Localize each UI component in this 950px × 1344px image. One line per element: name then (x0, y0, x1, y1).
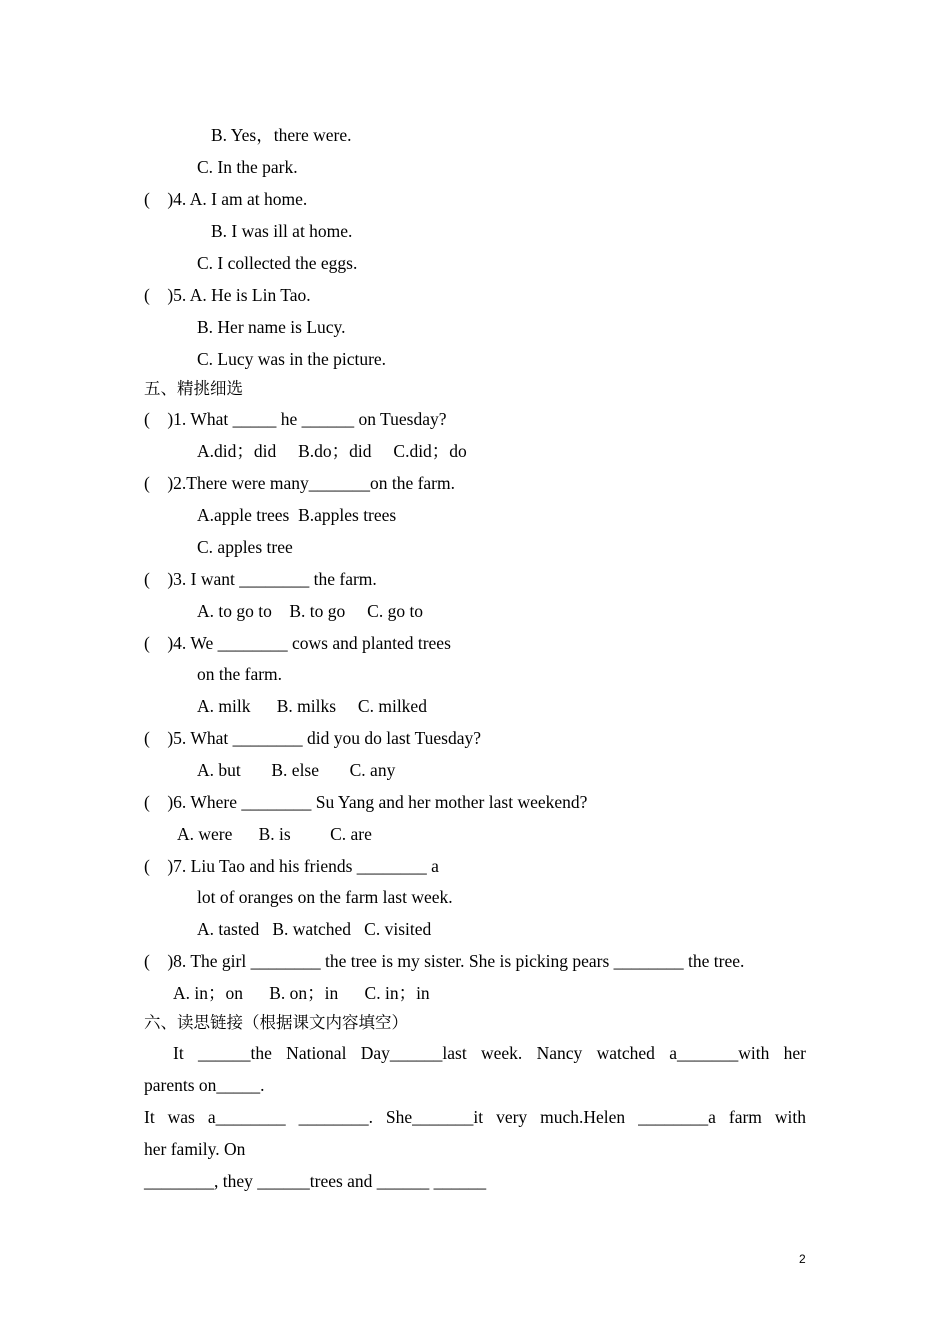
mc-question-1: ( )1. What _____ he ______ on Tuesday? (144, 409, 447, 429)
option-b-q5: B. Her name is Lucy. (197, 317, 346, 337)
mc-question-4: ( )4. We ________ cows and planted trees (144, 633, 451, 653)
question-4-section4: ( )4. A. I am at home. (144, 189, 308, 209)
section-5-heading: 五、精挑细选 (144, 379, 243, 398)
mc-options-2a: A.apple trees B.apples trees (197, 505, 397, 525)
mc-options-4: A. milk B. milks C. milked (197, 696, 427, 716)
mc-question-6: ( )6. Where ________ Su Yang and her mother last weekend? (144, 792, 588, 812)
mc-options-2b: C. apples tree (197, 537, 293, 557)
option-c-q3: C. In the park. (197, 157, 298, 177)
mc-question-7: ( )7. Liu Tao and his friends ________ a (144, 856, 439, 876)
passage-line-4: her family. On (144, 1139, 246, 1159)
passage-line-2: parents on_____. (144, 1075, 265, 1095)
mc-question-7-cont: lot of oranges on the farm last week. (197, 887, 453, 907)
page-number: 2 (799, 1252, 806, 1266)
mc-options-1: A.did；did B.do；did C.did；do (197, 441, 467, 461)
option-c-q4: C. I collected the eggs. (197, 253, 358, 273)
option-c-q5: C. Lucy was in the picture. (197, 349, 387, 369)
passage-line-1: It ______the National Day______last week. Nancy watched a_______with her (173, 1043, 806, 1063)
section-6-heading: 六、读思链接（根据课文内容填空） (144, 1013, 408, 1032)
mc-question-5: ( )5. What ________ did you do last Tuesday? (144, 728, 482, 748)
mc-options-3: A. to go to B. to go C. go to (197, 601, 424, 621)
mc-options-8: A. in；on B. on；in C. in；in (173, 983, 430, 1003)
option-b-q3: B. Yes，there were. (211, 125, 352, 145)
mc-question-2: ( )2.There were many_______on the farm. (144, 473, 456, 493)
passage-line-5: ________, they ______trees and ______ ______ (144, 1171, 487, 1191)
mc-question-8: ( )8. The girl ________ the tree is my sister. She is picking pears ________ the tree. (144, 951, 745, 971)
mc-options-5: A. but B. else C. any (197, 760, 396, 780)
passage-line-3: It was a________ ________. She_______it very much.Helen ________a farm with (144, 1107, 806, 1127)
option-b-q4: B. I was ill at home. (211, 221, 353, 241)
mc-question-3: ( )3. I want ________ the farm. (144, 569, 377, 589)
mc-options-7: A. tasted B. watched C. visited (197, 919, 432, 939)
mc-options-6: A. were B. is C. are (177, 824, 372, 844)
question-5-section4: ( )5. A. He is Lin Tao. (144, 285, 311, 305)
mc-question-4-cont: on the farm. (197, 664, 283, 684)
